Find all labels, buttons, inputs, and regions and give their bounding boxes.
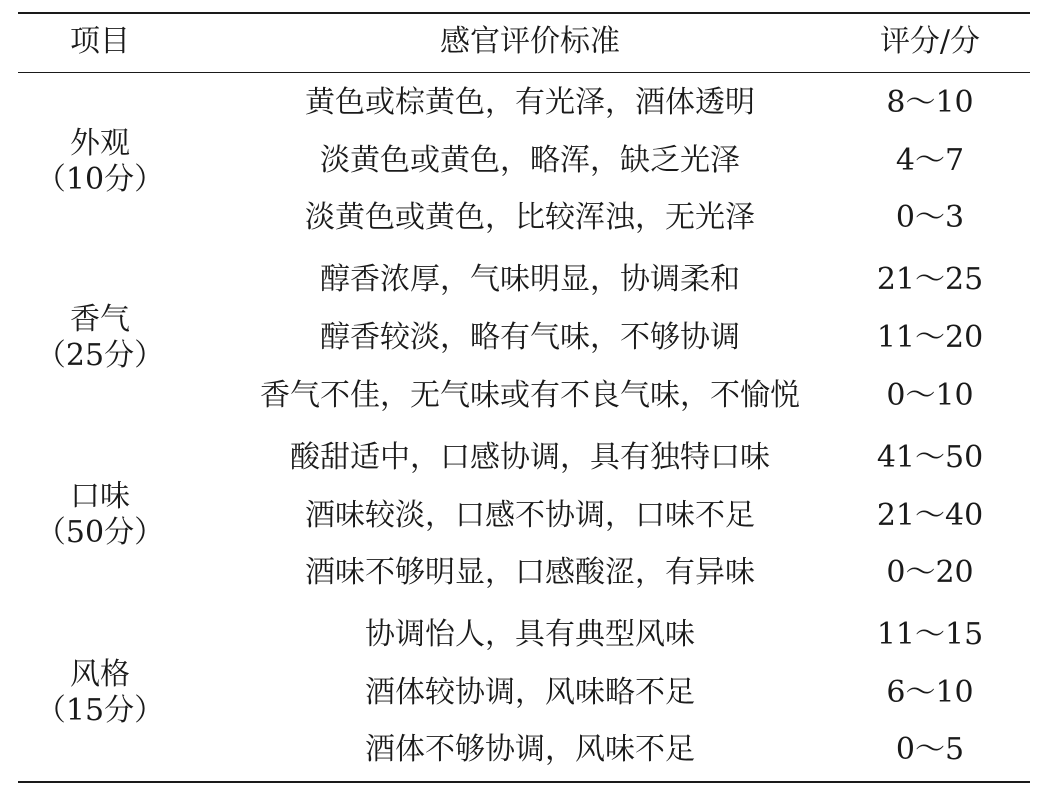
score-cell: 8～10 [886, 85, 974, 120]
criteria-cell: 黄色或棕黄色，有光泽，酒体透明 [305, 85, 755, 120]
table-top-rule [18, 12, 1030, 14]
score-cell: 0～3 [895, 200, 965, 235]
group-name: 香气 [70, 302, 130, 337]
group-points: （50分） [35, 515, 165, 550]
score-cell: 0～5 [895, 732, 965, 767]
criteria-cell: 协调怡人，具有典型风味 [365, 617, 695, 652]
score-cell: 0～10 [886, 378, 974, 413]
score-cell: 21～25 [876, 262, 984, 297]
criteria-cell: 酒体较协调，风味略不足 [365, 675, 695, 710]
header-score: 评分/分 [879, 24, 981, 59]
score-cell: 11～15 [876, 617, 984, 652]
group-points: （15分） [35, 693, 165, 728]
group-label-appearance [30, 126, 170, 198]
group-points: （10分） [35, 162, 165, 197]
score-cell: 4～7 [895, 143, 965, 178]
group-label-taste [30, 479, 170, 551]
criteria-cell: 酸甜适中，口感协调，具有独特口味 [290, 440, 770, 475]
criteria-cell: 酒味不够明显，口感酸涩，有异味 [305, 555, 755, 590]
table-header-rule [18, 72, 1030, 73]
group-name: 口味 [70, 479, 130, 514]
score-cell: 11～20 [876, 320, 984, 355]
group-points: （25分） [35, 338, 165, 373]
table-bottom-rule [18, 781, 1030, 783]
score-cell: 6～10 [886, 675, 974, 710]
score-cell: 0～20 [886, 555, 974, 590]
group-name: 风格 [70, 657, 130, 692]
criteria-cell: 醇香浓厚，气味明显，协调柔和 [320, 262, 740, 297]
criteria-cell: 淡黄色或黄色，比较浑浊，无光泽 [305, 200, 755, 235]
criteria-cell: 淡黄色或黄色，略浑，缺乏光泽 [320, 143, 740, 178]
score-cell: 21～40 [876, 498, 984, 533]
header-item: 项目 [70, 24, 130, 59]
criteria-cell: 酒体不够协调，风味不足 [365, 732, 695, 767]
score-cell: 41～50 [876, 440, 984, 475]
group-label-aroma [30, 302, 170, 374]
header-criteria: 感官评价标准 [440, 24, 620, 59]
group-name: 外观 [70, 126, 130, 161]
criteria-cell: 醇香较淡，略有气味，不够协调 [320, 320, 740, 355]
criteria-cell: 酒味较淡，口感不协调，口味不足 [305, 498, 755, 533]
group-label-style [30, 657, 170, 729]
criteria-cell: 香气不佳，无气味或有不良气味，不愉悦 [260, 378, 800, 413]
